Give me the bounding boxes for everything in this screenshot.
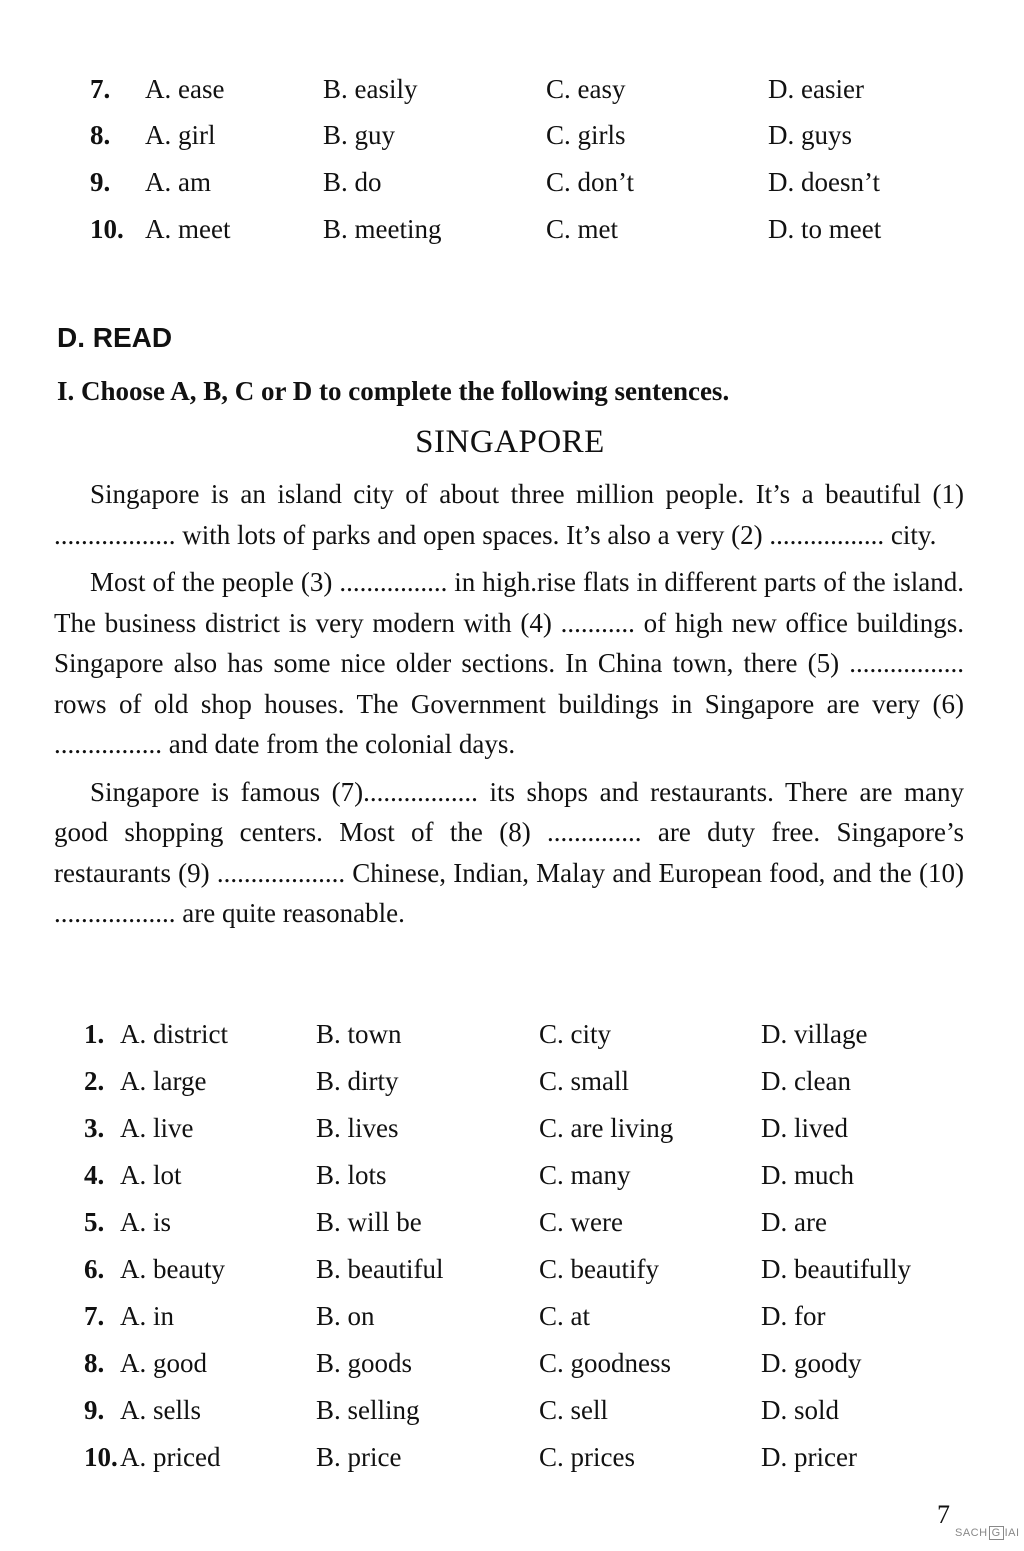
- option-b: B. dirty: [316, 1066, 399, 1096]
- option-a: A. am: [145, 167, 211, 197]
- option-c: C. were: [539, 1207, 623, 1237]
- option-d: D. beautifully: [761, 1254, 911, 1284]
- option-c: C. met: [546, 214, 618, 244]
- option-d: D. easier: [768, 74, 864, 104]
- passage-title: SINGAPORE: [415, 424, 605, 460]
- option-b: B. will be: [316, 1207, 422, 1237]
- question-number: 2.: [84, 1066, 105, 1096]
- option-c: C. city: [539, 1019, 611, 1049]
- option-a: A. district: [120, 1019, 228, 1049]
- question-number: 7.: [84, 1301, 105, 1331]
- question-number: 4.: [84, 1160, 105, 1190]
- exercise-instruction: I. Choose A, B, C or D to complete the following sentences.: [57, 376, 730, 406]
- option-a: A. beauty: [120, 1254, 225, 1284]
- option-c: C. beautify: [539, 1254, 659, 1284]
- option-d: D. guys: [768, 120, 853, 150]
- option-b: B. guy: [323, 120, 396, 150]
- watermark-logo: [955, 1527, 1020, 1539]
- option-a: A. meet: [145, 214, 231, 244]
- question-row: [0, 209, 1024, 249]
- option-c: C. easy: [546, 74, 626, 104]
- question-row: [0, 115, 1024, 155]
- option-c: C. are living: [539, 1113, 674, 1143]
- question-number: 9.: [84, 1395, 105, 1425]
- question-row: [0, 1296, 1024, 1336]
- option-b: B. easily: [323, 74, 418, 104]
- option-a: A. is: [120, 1207, 172, 1237]
- passage-paragraph: Singapore is famous (7)................. its shops and restaurants. There are many good shopping centers. Most of the (8) .............. are duty free. Singapore’s restaurants (9) ................... Chinese, Indian, Malay and European food, and the (10) .................. are quite reasonable.: [54, 776, 964, 928]
- option-b: B. price: [316, 1442, 402, 1472]
- option-a: A. large: [120, 1066, 207, 1096]
- option-d: D. clean: [761, 1066, 851, 1096]
- question-number: 9.: [90, 167, 111, 197]
- watermark-box: G: [989, 1526, 1004, 1540]
- reading-passage: [54, 474, 964, 941]
- question-row: [0, 1014, 1024, 1054]
- option-d: D. goody: [761, 1348, 862, 1378]
- option-a: A. lot: [120, 1160, 182, 1190]
- question-number: 3.: [84, 1113, 105, 1143]
- option-c: C. girls: [546, 120, 626, 150]
- option-b: B. town: [316, 1019, 402, 1049]
- option-d: D. are: [761, 1207, 827, 1237]
- option-b: B. do: [323, 167, 382, 197]
- passage-paragraph: Most of the people (3) ................ in high.rise flats in different parts of the island. The business district is very modern with (4) ........... of high new office buildings. Singapore also has some nice older sections. In China town, there (5) ................. rows of old shop houses. The Government buildings in Singapore are very (6) ................ and date from the colonial days.: [54, 567, 964, 759]
- option-c: C. small: [539, 1066, 630, 1096]
- question-row: [0, 1249, 1024, 1289]
- question-number: 5.: [84, 1207, 105, 1237]
- option-c: C. goodness: [539, 1348, 672, 1378]
- option-d: D. to meet: [768, 214, 882, 244]
- question-row: [0, 69, 1024, 109]
- question-number: 6.: [84, 1254, 105, 1284]
- option-d: D. sold: [761, 1395, 840, 1425]
- option-b: B. selling: [316, 1395, 420, 1425]
- watermark-text: SACH: [955, 1527, 988, 1539]
- option-c: C. at: [539, 1301, 590, 1331]
- option-d: D. lived: [761, 1113, 848, 1143]
- option-b: B. goods: [316, 1348, 413, 1378]
- option-b: B. meeting: [323, 214, 442, 244]
- option-d: D. for: [761, 1301, 826, 1331]
- option-a: A. good: [120, 1348, 207, 1378]
- page-number: 7: [937, 1500, 950, 1529]
- option-c: C. many: [539, 1160, 631, 1190]
- option-b: B. lives: [316, 1113, 399, 1143]
- question-number: 10.: [90, 214, 124, 244]
- question-row: [0, 1437, 1024, 1477]
- passage-paragraph: Singapore is an island city of about three million people. It’s a beautiful (1) .................. with lots of parks and open spaces. It’s also a very (2) ................. city.: [54, 479, 964, 550]
- section-title: D. READ: [57, 322, 173, 353]
- question-row: [0, 1390, 1024, 1430]
- option-a: A. in: [120, 1301, 174, 1331]
- question-row: [0, 1343, 1024, 1383]
- question-row: [0, 1108, 1024, 1148]
- question-row: [0, 1202, 1024, 1242]
- option-c: C. sell: [539, 1395, 609, 1425]
- option-b: B. lots: [316, 1160, 387, 1190]
- question-number: 7.: [90, 74, 111, 104]
- option-c: C. prices: [539, 1442, 635, 1472]
- option-c: C. don’t: [546, 167, 635, 197]
- option-b: B. on: [316, 1301, 375, 1331]
- question-row: [0, 162, 1024, 202]
- question-number: 8.: [90, 120, 111, 150]
- question-row: [0, 1061, 1024, 1101]
- option-a: A. live: [120, 1113, 194, 1143]
- option-a: A. priced: [120, 1442, 221, 1472]
- watermark-text: IAI: [1004, 1527, 1020, 1539]
- option-d: D. village: [761, 1019, 868, 1049]
- question-number: 8.: [84, 1348, 105, 1378]
- option-a: A. sells: [120, 1395, 201, 1425]
- option-d: D. much: [761, 1160, 854, 1190]
- question-number: 10.: [84, 1442, 118, 1472]
- question-number: 1.: [84, 1019, 105, 1049]
- option-a: A. girl: [145, 120, 216, 150]
- option-d: D. doesn’t: [768, 167, 880, 197]
- option-d: D. pricer: [761, 1442, 857, 1472]
- question-row: [0, 1155, 1024, 1195]
- option-a: A. ease: [145, 74, 225, 104]
- option-b: B. beautiful: [316, 1254, 444, 1284]
